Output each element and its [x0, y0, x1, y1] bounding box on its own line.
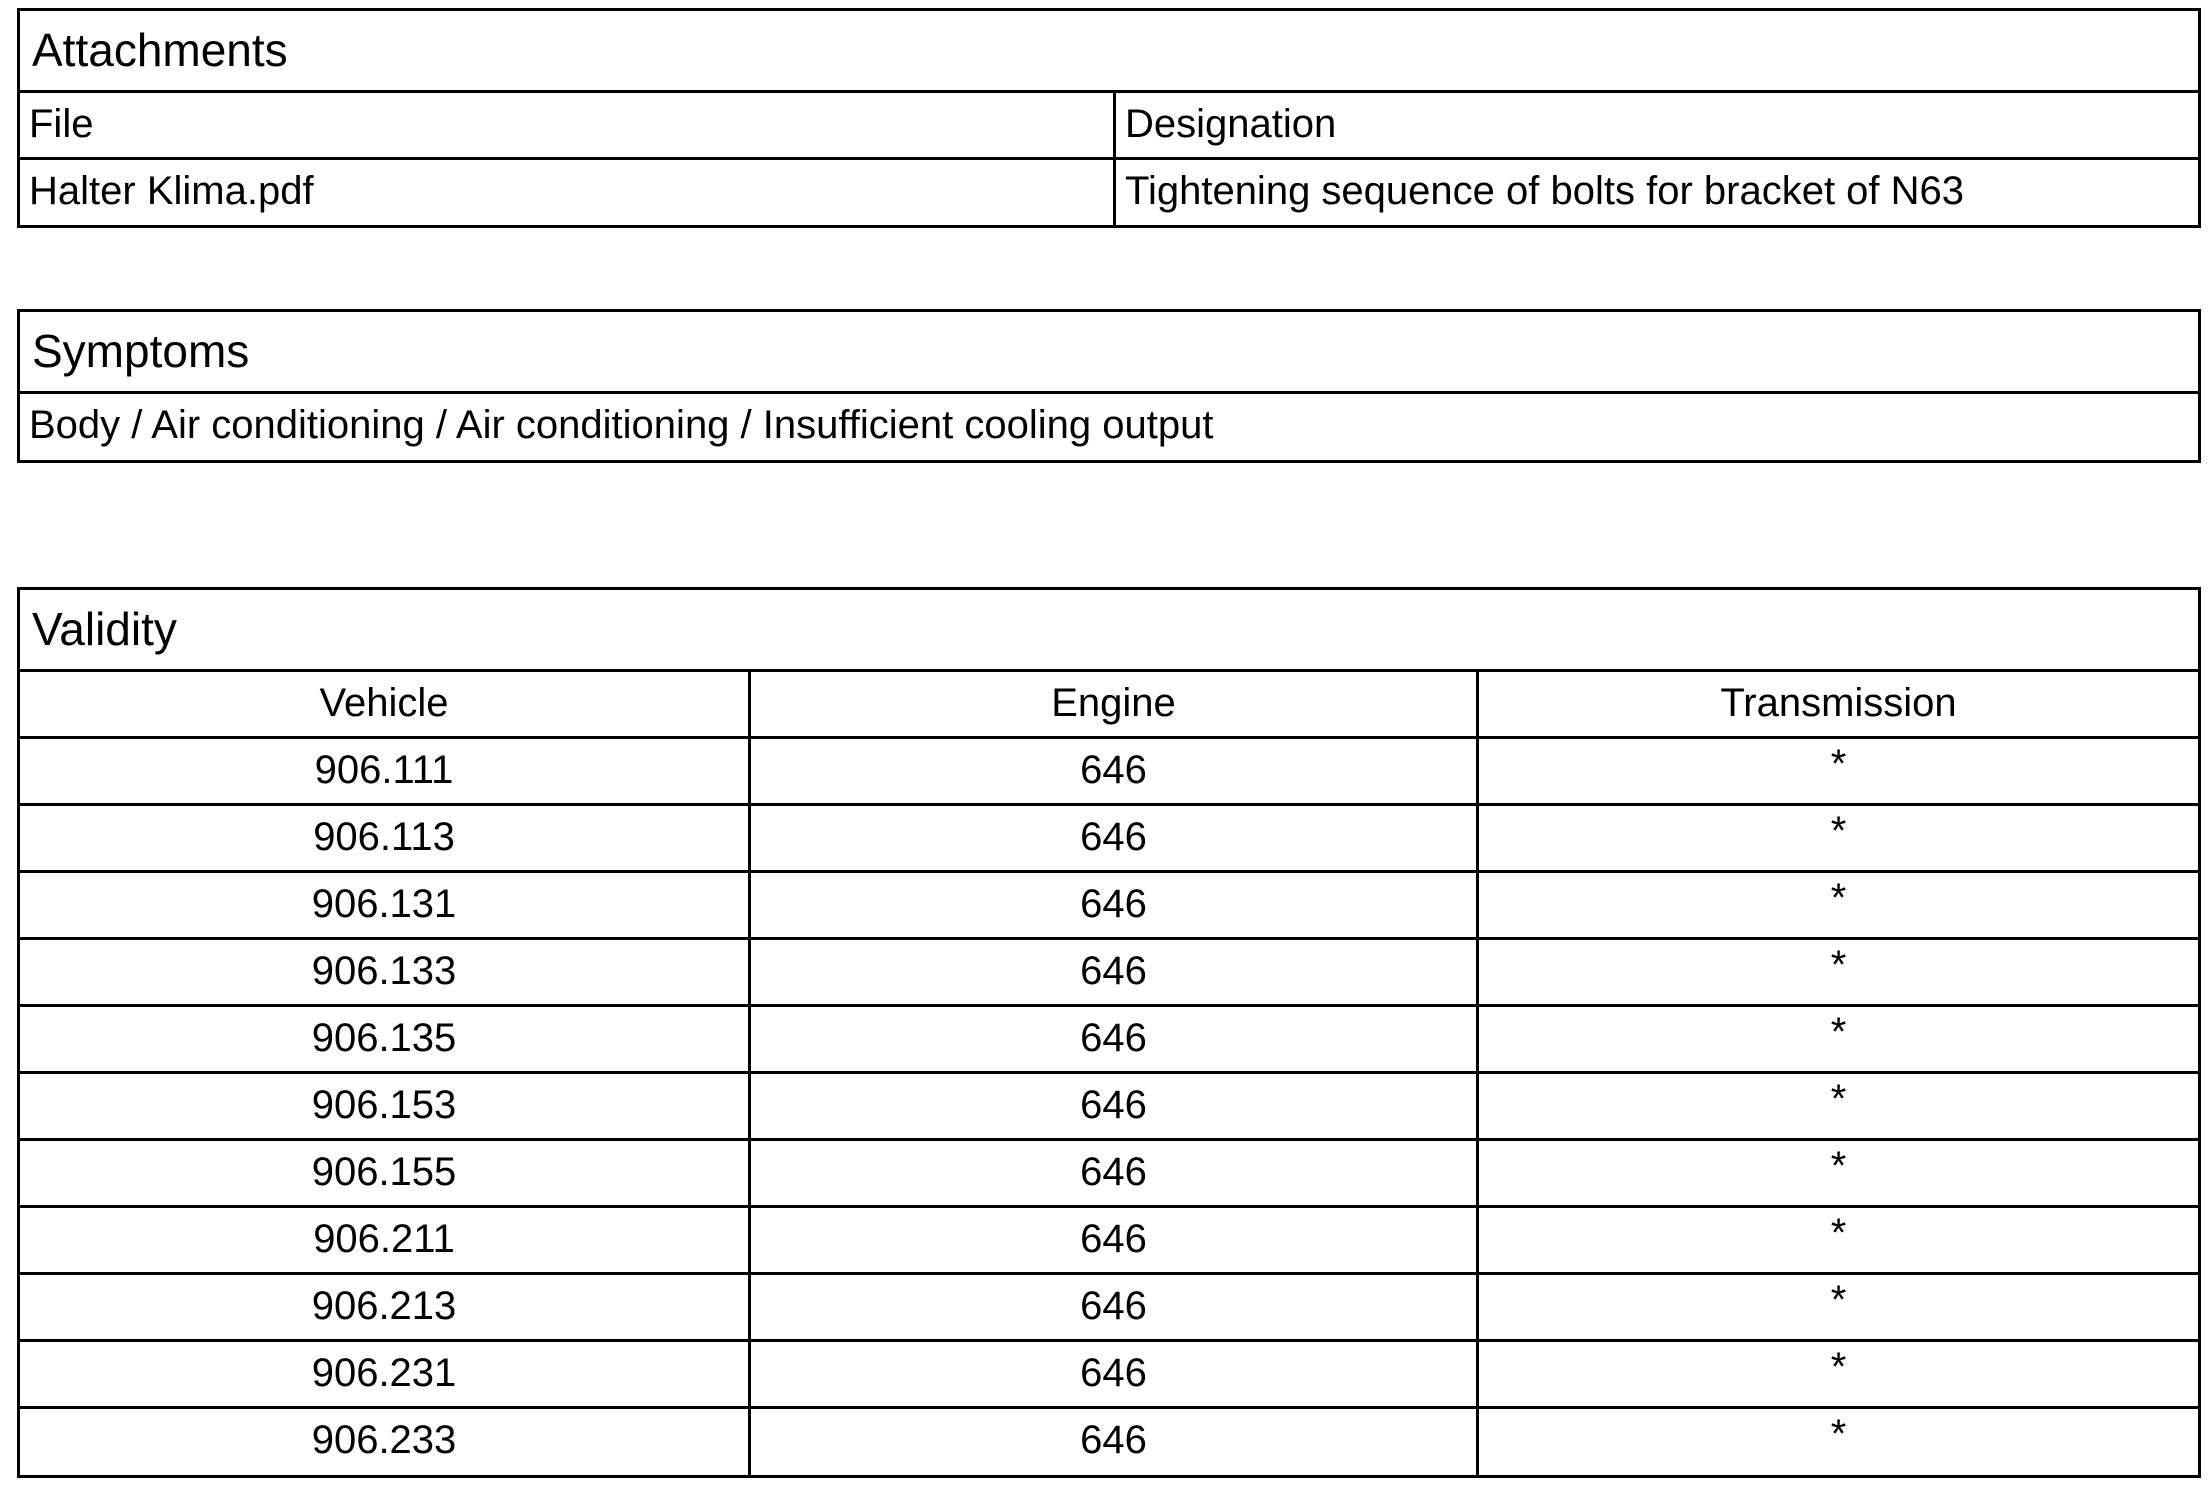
vehicle-cell: 906.131	[311, 882, 457, 926]
table-row	[20, 1141, 2198, 1208]
symptoms-row	[20, 394, 2198, 461]
transmission-cell: *	[1476, 1409, 2198, 1476]
transmission-cell: *	[1476, 873, 2198, 937]
engine-cell: 646	[748, 1141, 1476, 1205]
engine-cell: 646	[748, 1208, 1476, 1272]
vehicle-cell: 906.233	[311, 1418, 457, 1462]
symptoms-table	[17, 309, 2201, 463]
validity-table	[17, 587, 2201, 1478]
table-row	[20, 1208, 2198, 1275]
engine-cell: 646	[748, 1275, 1476, 1339]
vehicle-cell: 906.231	[311, 1351, 457, 1395]
table-row	[20, 1074, 2198, 1141]
vehicle-cell: 906.135	[311, 1016, 457, 1060]
symptoms-title: Symptoms	[20, 312, 2198, 394]
designation-column-header: Designation	[1113, 93, 2198, 157]
engine-cell: 646	[748, 1074, 1476, 1138]
engine-cell: 646	[748, 739, 1476, 803]
transmission-cell: *	[1476, 1007, 2198, 1071]
attachment-file-link[interactable]: Halter Klima.pdf	[29, 169, 314, 213]
engine-cell: 646	[748, 873, 1476, 937]
engine-column-header: Engine	[748, 672, 1476, 736]
attachment-designation: Tightening sequence of bolts for bracket of N63	[1113, 160, 2198, 227]
transmission-column-header: Transmission	[1476, 672, 2198, 736]
transmission-cell: *	[1476, 806, 2198, 870]
table-row	[20, 806, 2198, 873]
vehicle-cell: 906.113	[313, 815, 455, 859]
engine-cell: 646	[748, 806, 1476, 870]
vehicle-cell: 906.111	[314, 748, 454, 792]
transmission-cell: *	[1476, 1074, 2198, 1138]
attachments-title: Attachments	[20, 11, 2198, 93]
vehicle-cell: 906.155	[311, 1150, 457, 1194]
table-row	[20, 940, 2198, 1007]
transmission-cell: *	[1476, 1342, 2198, 1406]
engine-cell: 646	[748, 1007, 1476, 1071]
attachments-table	[17, 8, 2201, 228]
transmission-cell: *	[1476, 940, 2198, 1004]
engine-cell: 646	[748, 940, 1476, 1004]
transmission-cell: *	[1476, 1208, 2198, 1272]
table-row	[20, 160, 2198, 227]
vehicle-cell: 906.213	[311, 1284, 457, 1328]
attachments-header-row	[20, 93, 2198, 160]
vehicle-cell: 906.133	[311, 949, 457, 993]
table-row	[20, 1409, 2198, 1476]
table-row	[20, 1342, 2198, 1409]
transmission-cell: *	[1476, 1275, 2198, 1339]
transmission-cell: *	[1476, 1141, 2198, 1205]
symptoms-text: Body / Air conditioning / Air conditioning / Insufficient cooling output	[29, 403, 1214, 447]
table-row	[20, 739, 2198, 806]
engine-cell: 646	[748, 1409, 1476, 1476]
vehicle-cell: 906.211	[313, 1217, 455, 1261]
vehicle-cell: 906.153	[311, 1083, 457, 1127]
file-column-header: File	[29, 102, 94, 146]
engine-cell: 646	[748, 1342, 1476, 1406]
validity-header-row	[20, 672, 2198, 739]
table-row	[20, 1275, 2198, 1342]
table-row	[20, 873, 2198, 940]
vehicle-column-header: Vehicle	[319, 681, 449, 725]
table-row	[20, 1007, 2198, 1074]
transmission-cell: *	[1476, 739, 2198, 803]
validity-title: Validity	[20, 590, 2198, 672]
